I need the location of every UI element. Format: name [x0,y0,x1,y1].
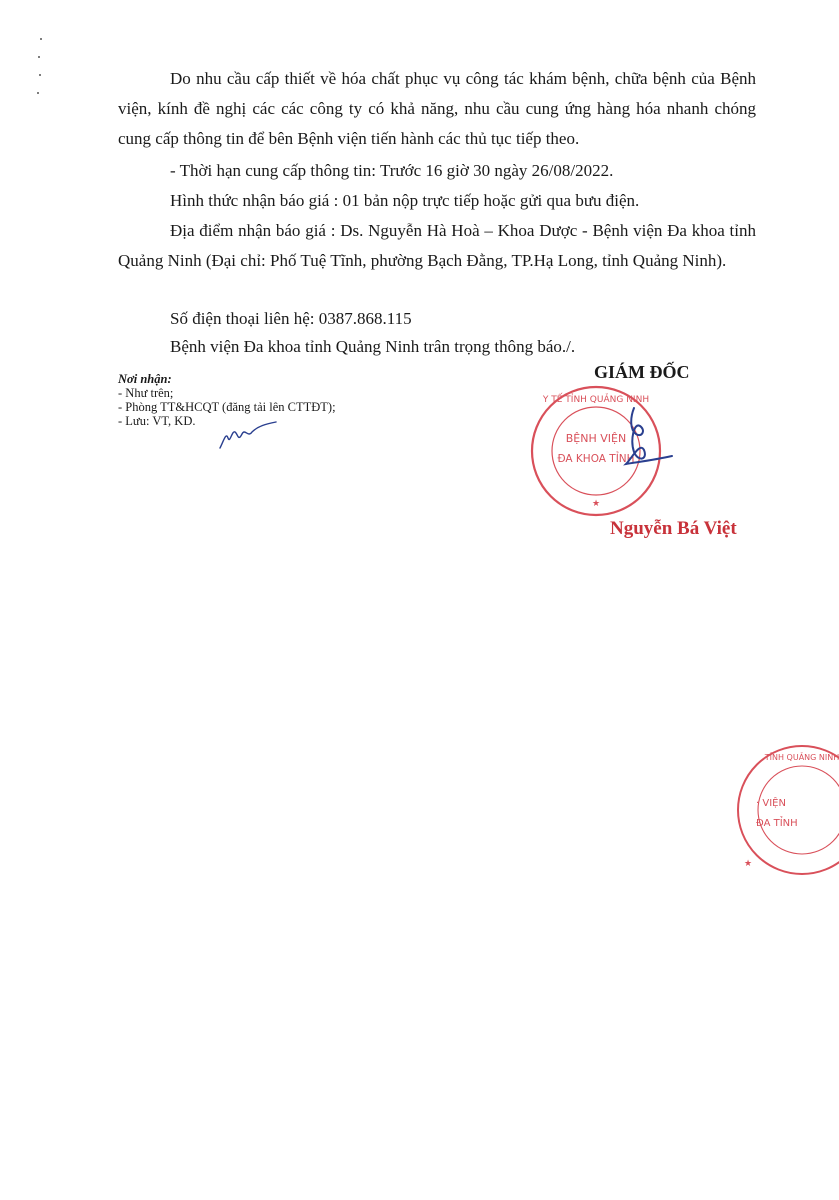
body-submission-form: Hình thức nhận báo giá : 01 bản nộp trực tiếp hoặc gửi qua bưu điện. [170,191,640,210]
recipient-item: - Như trên; [118,386,174,400]
body-paragraph-request: Do nhu cầu cấp thiết về hóa chất phục vụ công tác khám bệnh, chữa bệnh của Bệnh viện, kính đề nghị các các công ty có khả năng, nhu cầu cung ứng hàng hóa nhanh chóng cung cấp thông tin để bên Bệnh viện tiến hành các thủ tục tiếp theo. [118,69,756,148]
scan-mark [40,38,42,40]
star-icon: ★ [744,859,753,869]
star-icon: ★ [591,499,601,509]
recipient-item: - Lưu: VT, KD. [118,414,196,428]
stamp-line-1: BỆNH VIỆN [565,432,627,445]
recipient-item: - Phòng TT&HCQT (đăng tải lên CTTĐT); [118,400,336,414]
scan-mark [39,74,41,76]
body-phone: Số điện thoại liên hệ: 0387.868.115 [170,309,412,328]
scan-mark [37,92,39,94]
body-address: Địa điểm nhận báo giá : Ds. Nguyễn Hà Hoà – Khoa Dược - Bệnh viện Đa khoa tỉnh Quảng Ninh (Đại chỉ: Phố Tuệ Tĩnh, phường Bạch Đằng, TP.Hạ Long, tỉnh Quảng Ninh). [118,221,756,270]
margin-seal-line-1: · VIỆN [756,798,786,809]
margin-seal [730,740,839,880]
body-closing: Bệnh viện Đa khoa tỉnh Quảng Ninh trân trọng thông báo./. [170,337,576,356]
margin-seal-ring-text: TỈNH QUẢNG NINH [764,753,839,762]
director-signature [608,400,678,480]
initials-signature [218,418,280,452]
recipients-heading: Nơi nhận: [118,372,172,386]
stamp-line-2: ĐA KHOA TỈNH [557,453,635,465]
signature-title: GIÁM ĐỐC [594,362,690,382]
margin-seal-line-2: ĐA TỈNH [756,818,798,829]
body-deadline: - Thời hạn cung cấp thông tin: Trước 16 giờ 30 ngày 26/08/2022. [170,161,614,180]
scan-mark [38,56,40,58]
stamp-ring-text: Y TẾ TỈNH QUẢNG NINH [542,395,650,405]
signer-name: Nguyễn Bá Việt [610,518,737,539]
